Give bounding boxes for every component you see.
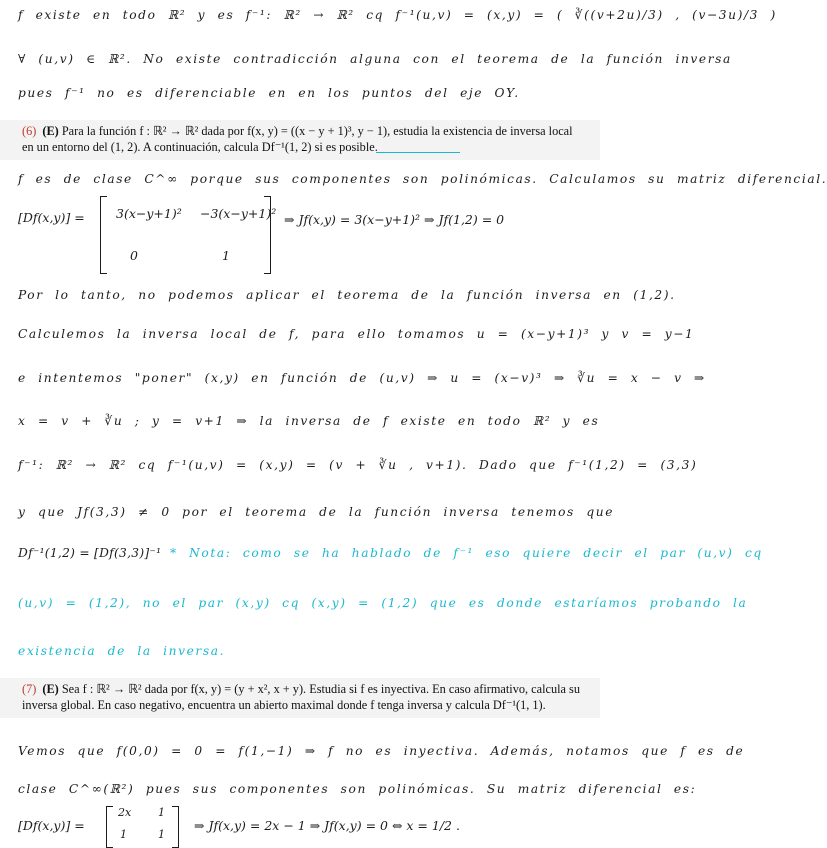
problem-number: (7) — [22, 682, 37, 696]
handwritten-line: f⁻¹: ℝ² → ℝ² cq f⁻¹(u,v) = (x,y) = (v + ∛u , v+1). Dado que f⁻¹(1,2) = (3,3) — [18, 458, 698, 472]
note-line: existencia de la inversa. — [18, 644, 226, 658]
handwritten-line: f existe en todo ℝ² y es f⁻¹: ℝ² → ℝ² cq f⁻¹(u,v) = (x,y) = ( ∛((v+2u)/3) , (v−3u)/3 ) — [18, 8, 777, 22]
problem-text: Sea f : ℝ² → ℝ² dada por f(x, y) = (y + x², x + y). Estudia si f es inyectiva. En caso afirmativo, calcula su inversa global. En caso negativo, encuentra un abierto maximal donde f tenga inversa y calcula Df⁻¹(1, 1). — [22, 682, 580, 712]
matrix-left-bracket — [106, 806, 113, 848]
matrix-entry: 1 — [158, 828, 165, 841]
problem-tag: (E) — [42, 682, 59, 696]
matrix-right-bracket — [172, 806, 179, 848]
problem-tag: (E) — [42, 124, 59, 138]
handwritten-line: pues f⁻¹ no es diferenciable en en los puntos del eje OY. — [18, 86, 520, 100]
problem-number: (6) — [22, 124, 37, 138]
matrix-entry: 3(x−y+1)² — [116, 206, 182, 221]
jacobian-result: ⇒ Jf(x,y) = 2x − 1 ⇒ Jf(x,y) = 0 ⇔ x = 1/2 . — [194, 818, 460, 833]
jacobian-result: ⇒ Jf(x,y) = 3(x−y+1)² ⇒ Jf(1,2) = 0 — [284, 212, 505, 227]
matrix-entry: 0 — [130, 248, 138, 263]
handwritten-line: Calculemos la inversa local de f, para ello tomamos u = (x−y+1)³ y v = y−1 — [18, 327, 695, 341]
note-line: (u,v) = (1,2), no el par (x,y) cq (x,y) = (1,2) que es donde estaríamos probando la — [18, 596, 748, 610]
handwritten-line: ∀ (u,v) ∈ ℝ². No existe contradicción alguna con el teorema de la función inversa — [18, 52, 732, 66]
handwritten-line: y que Jf(3,3) ≠ 0 por el teorema de la función inversa tenemos que — [18, 505, 615, 519]
matrix-entry: 2x — [118, 806, 132, 819]
handwritten-line: e intentemos "poner" (x,y) en función de (u,v) ⇒ u = (x−v)³ ⇒ ∛u = x − v ⇒ — [18, 371, 706, 385]
jacobian-label: [Df(x,y)] = — [18, 818, 85, 833]
handwritten-line: Por lo tanto, no podemos aplicar el teorema de la función inversa en (1,2). — [18, 288, 676, 302]
highlight-underline — [376, 152, 460, 153]
note-line: * Nota: como se ha hablado de f⁻¹ eso quiere decir el par (u,v) cq — [170, 546, 763, 560]
jacobian-label: [Df(x,y)] = — [18, 210, 85, 225]
problem-text: Para la función f : ℝ² → ℝ² dada por f(x, y) = ((x − y + 1)³, y − 1), estudia la existencia de inversa local en un entorno del (1, 2). A continuación, calcula Df⁻¹(1, 2) si es posible. — [22, 124, 573, 154]
problem-6-statement — [0, 120, 600, 160]
handwritten-formula: Df⁻¹(1,2) = [Df(3,3)]⁻¹ — [18, 546, 162, 560]
matrix-left-bracket — [100, 196, 107, 274]
matrix-entry: 1 — [222, 248, 230, 263]
problem-7-statement — [0, 678, 600, 718]
matrix-right-bracket — [264, 196, 271, 274]
handwritten-line: clase C^∞(ℝ²) pues sus componentes son polinómicas. Su matriz diferencial es: — [18, 782, 697, 796]
matrix-entry: 1 — [120, 828, 127, 841]
handwritten-line: Vemos que f(0,0) = 0 = f(1,−1) ⇒ f no es inyectiva. Además, notamos que f es de — [18, 744, 745, 758]
matrix-entry: −3(x−y+1)² — [200, 206, 277, 221]
handwritten-line: x = v + ∛u ; y = v+1 ⇒ la inversa de f existe en todo ℝ² y es — [18, 414, 600, 428]
matrix-entry: 1 — [158, 806, 165, 819]
handwritten-line: f es de clase C^∞ porque sus componentes son polinómicas. Calculamos su matriz diferencial. — [18, 172, 827, 186]
